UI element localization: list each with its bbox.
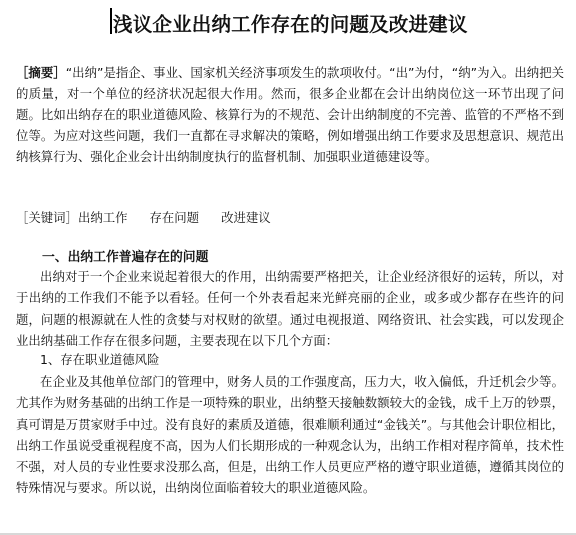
keyword-item: 出纳工作 [77,210,128,225]
abstract-paragraph [16,62,564,167]
text-cursor [110,8,112,34]
keywords-label: ［关键词］ [16,210,78,225]
document-title: 浅议企业出纳工作存在的问题及改进建议 [113,13,468,36]
keywords-line [16,207,564,228]
subsection-heading: 1、存在职业道德风险 [40,352,160,367]
section-heading: 一、出纳工作普遍存在的问题 [42,250,209,265]
section-paragraph: 出纳对于一个企业来说起着很大的作用，出纳需要严格把关，让企业经济很好的运转，所以，对于出纳的工作我们不能予以看轻。任何一个外表看起来光鲜亮丽的企业，或多或少都存在些许的问题，问题的根源就在人性的贪婪与对权财的欲望。通过电视报道、网络资讯、社会实践，可以发现企业出纳基础工作存在很多问题，主要表现在以下几个方面： [16,269,564,348]
subsection-paragraph: 在企业及其他单位部门的管理中，财务人员的工作强度高，压力大，收入偏低，升迁机会少等。尤其作为财务基础的出纳工作是一项特殊的职业，出纳整天接触数额较大的金钱，成千上万的钞票，真可谓是万贯家财手中过。没有良好的素质及道德，很难顺利通过“金钱关”。与其他会计职位相比，出纳工作虽说受重视程度不高，因为人们长期形成的一种观念认为，出纳工作相对程序简单，技术性不强，对人员的专业性要求没那么高，但是，出纳工作人员更应严格的遵守职业道德，遵循其岗位的特殊情况与要求。所以说，出纳岗位面临着较大的职业道德风险。 [16,374,564,496]
abstract-text: “出纳”是指企、事业、国家机关经济事项发生的款项收付。“出”为付，“纳”为入。出纳把关的质量，对一个单位的经济状况起很大作用。然而，很多企业都在会计出纳岗位这一环节出现了问题。比如出纳存在的职业道德风险、核算行为的不规范、会计出纳制度的不完善、监管的不严格不到位等。为应对这些问题，我们一直都在寻求解决的策略，例如增强出纳工作要求及思想意识、规范出纳核算行为、强化企业会计出纳制度执行的监督机制、加强职业道德建设等。 [16,65,565,164]
keyword-item: 存在问题 [149,210,200,225]
keyword-item: 改进建议 [221,210,271,225]
abstract-label: ［摘要］ [16,65,66,80]
